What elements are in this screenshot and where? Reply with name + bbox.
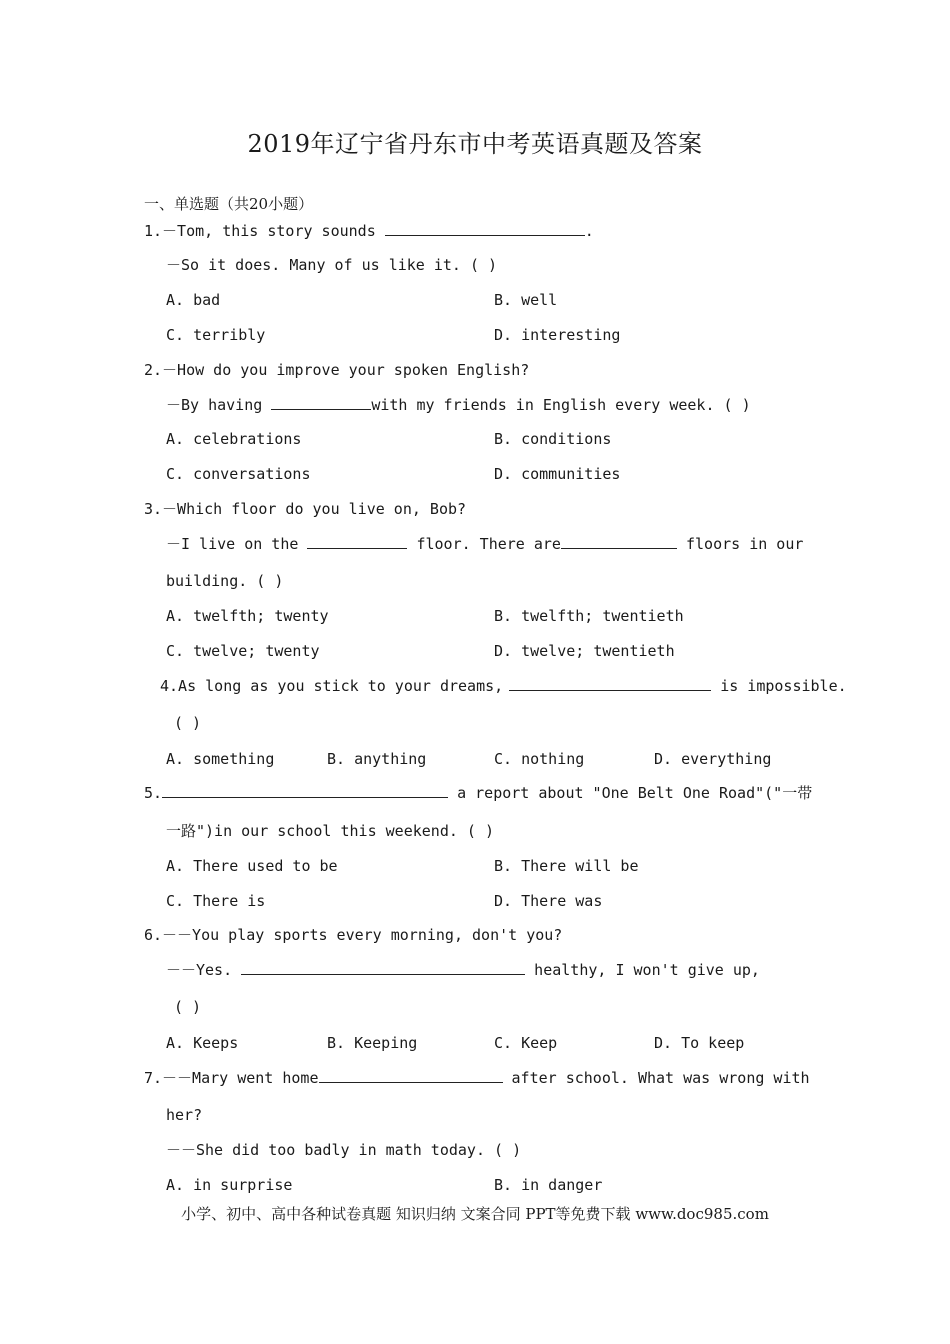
question-6-option-c: C. Keep xyxy=(494,1034,558,1052)
section-heading: 一、单选题（共20小题） xyxy=(144,195,314,213)
stem-text: floor. There are xyxy=(407,535,561,553)
stem-text: －I live on the xyxy=(166,535,308,553)
question-6-option-b: B. Keeping xyxy=(327,1034,418,1052)
question-2-option-a: A. celebrations xyxy=(166,430,302,448)
question-5-stem xyxy=(144,783,812,803)
stem-text: . xyxy=(584,222,594,240)
question-1-option-c: C. terribly xyxy=(166,326,266,344)
answer-blank xyxy=(385,221,585,236)
answer-blank xyxy=(241,960,525,975)
question-3-option-d: D. twelve; twentieth xyxy=(494,642,675,660)
question-6-bracket: ( ) xyxy=(174,998,202,1016)
answer-blank xyxy=(319,1068,503,1083)
question-1-option-b: B. well xyxy=(494,291,558,309)
answer-blank xyxy=(561,534,677,549)
stem-text: 1.－Tom, this story sounds xyxy=(144,222,385,240)
stem-text: with my friends in English every week. ( ) xyxy=(371,396,751,414)
question-5-option-b: B. There will be xyxy=(494,857,639,875)
question-2-option-c: C. conversations xyxy=(166,465,311,483)
question-4-option-c: C. nothing xyxy=(494,750,585,768)
stem-text: after school. What was wrong with xyxy=(502,1069,810,1087)
stem-text: healthy, I won't give up, xyxy=(525,961,760,979)
stem-text: －－Yes. xyxy=(166,961,242,979)
question-3-option-b: B. twelfth; twentieth xyxy=(494,607,684,625)
question-3-stem: 3.－Which floor do you live on, Bob? xyxy=(144,500,467,518)
stem-text: －By having xyxy=(166,396,272,414)
question-4-option-d: D. everything xyxy=(654,750,772,768)
question-5-option-a: A. There used to be xyxy=(166,857,338,875)
question-6-option-d: D. To keep xyxy=(654,1034,745,1052)
footer-note: 小学、初中、高中各种试卷真题 知识归纳 文案合同 PPT等免费下载 www.doc985.com xyxy=(181,1205,769,1223)
question-4-bracket: ( ) xyxy=(174,714,202,732)
question-6-stem: 6.－－You play sports every morning, don't you? xyxy=(144,926,563,944)
stem-text: 5. xyxy=(144,784,163,802)
question-6-option-a: A. Keeps xyxy=(166,1034,239,1052)
question-6-reply xyxy=(166,960,760,980)
question-7-stem xyxy=(144,1068,810,1088)
question-1-stem xyxy=(144,221,594,241)
stem-text: a report about "One Belt One Road"("一带 xyxy=(448,784,813,802)
stem-text: 7.－－Mary went home xyxy=(144,1069,319,1087)
question-1-option-a: A. bad xyxy=(166,291,221,309)
question-5-option-c: C. There is xyxy=(166,892,266,910)
question-4-option-a: A. something xyxy=(166,750,275,768)
answer-blank xyxy=(509,676,711,691)
question-1-option-d: D. interesting xyxy=(494,326,621,344)
stem-text: floors in our xyxy=(676,535,804,553)
question-7-option-a: A. in surprise xyxy=(166,1176,293,1194)
question-2-option-d: D. communities xyxy=(494,465,621,483)
answer-blank xyxy=(307,534,407,549)
stem-text: is impossible. xyxy=(711,677,847,695)
answer-blank xyxy=(271,395,371,410)
question-3-option-c: C. twelve; twenty xyxy=(166,642,320,660)
page-title: 2019年辽宁省丹东市中考英语真题及答案 xyxy=(247,130,703,158)
question-3-option-a: A. twelfth; twenty xyxy=(166,607,329,625)
question-5-continuation: 一路")in our school this weekend. ( ) xyxy=(166,822,495,840)
answer-blank xyxy=(162,783,448,798)
question-2-stem: 2.－How do you improve your spoken English? xyxy=(144,361,530,379)
question-2-option-b: B. conditions xyxy=(494,430,612,448)
question-7-continuation: her? xyxy=(166,1106,203,1124)
stem-text: 4.As long as you stick to your dreams, xyxy=(160,677,504,695)
question-4-stem xyxy=(160,676,847,696)
question-7-option-b: B. in danger xyxy=(494,1176,603,1194)
question-2-reply xyxy=(166,395,751,415)
question-3-reply xyxy=(166,534,803,554)
question-5-option-d: D. There was xyxy=(494,892,603,910)
question-4-option-b: B. anything xyxy=(327,750,427,768)
question-7-reply: －－She did too badly in math today. ( ) xyxy=(166,1141,522,1159)
question-1-reply: －So it does. Many of us like it. ( ) xyxy=(166,256,498,274)
question-3-continuation: building. ( ) xyxy=(166,572,284,590)
